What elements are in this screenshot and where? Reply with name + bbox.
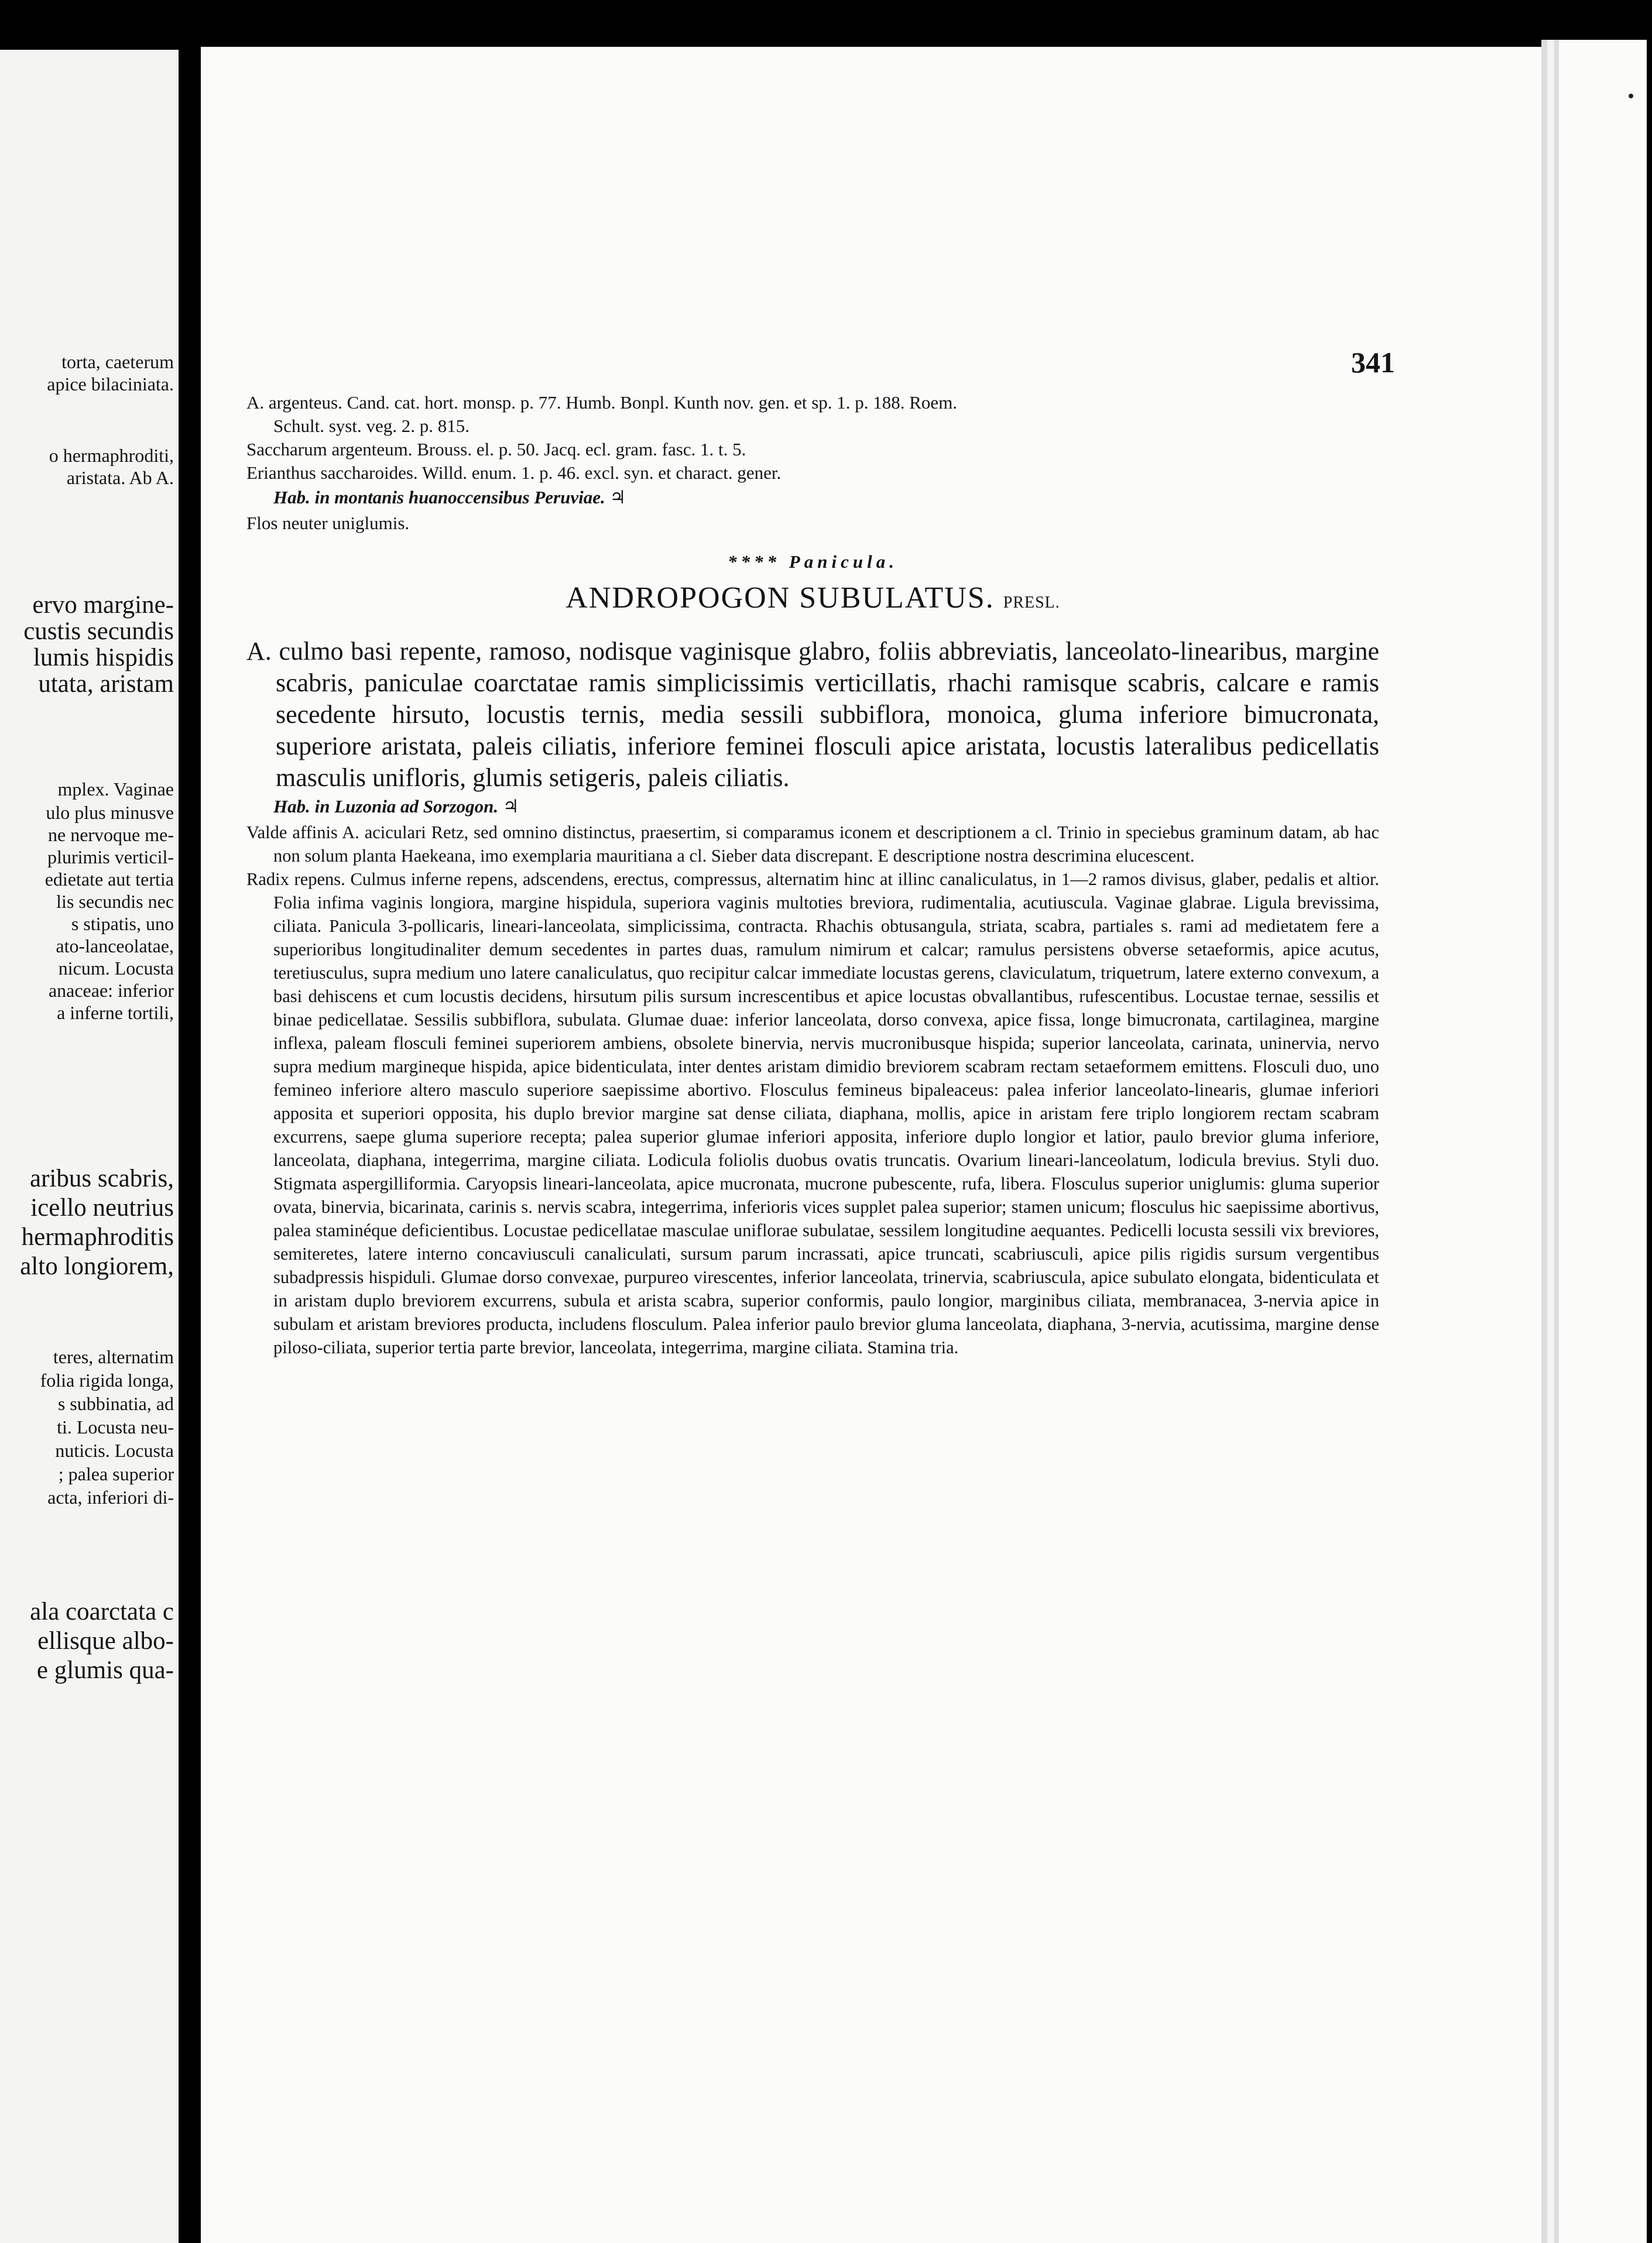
left-page-text-fragment: folia rigida longa, [40, 1370, 174, 1391]
left-page-text-fragment: icello neutrius [30, 1194, 174, 1222]
left-page-text-fragment: a inferne tortili, [57, 1002, 174, 1023]
left-page-text-fragment: utata, aristam [38, 670, 174, 698]
left-page-text-fragment: torta, caeterum [61, 351, 174, 372]
left-page-text-fragment: acta, inferiori di- [47, 1487, 174, 1508]
left-page-text-fragment: ala coarctata c [30, 1598, 174, 1625]
left-page-text-fragment: ; palea superior [58, 1463, 174, 1484]
left-page-text-fragment: mplex. Vaginae [57, 778, 174, 800]
previous-page-fragment [0, 50, 179, 2243]
species-title [246, 581, 1379, 620]
left-page-text-fragment: nuticis. Locusta [55, 1440, 174, 1461]
left-page-text-fragment: ato-lanceolatae, [56, 935, 174, 956]
left-page-text-fragment: anaceae: inferior [48, 980, 174, 1001]
page-content [246, 391, 1379, 1359]
species-name: ANDROPOGON SUBULATUS. [565, 581, 995, 615]
description-paragraph: Radix repens. Culmus inferne repens, adscendens, erectus, compressus, alternatim hinc at illinc canaliculatus, in 1—2 ramos divisus, glaber, pedalis et altior. Folia infima vaginis longiora, margine hispidula, superiora vaginis multoties breviora, rudimentalia, acutiuscula. Vaginae glabrae. Ligula brevissima, ciliata. Panicula 3-pollicaris, lineari-lanceolata, simplicissima, contracta. Rhachis obtusangula, striata, scabra, partiales s. rami ad medietatem fere a superioribus longitudinaliter demum secedentes in partes duas, ramulum nimirum et calcar; ramulus persistens obverse setaeformis, apice acutus, teretiusculus, supra medium uno latere canaliculatus, quo recipitur calcar immediate locustas gerens, claviculatum, triquetrum, latere externo convexum, a basi dehiscens et cum locustis decidens, hirsutum pilis sursum increscentibus et apice locustas obvallantibus, rufescentibus. Locustae ternae, sessilis et binae pedicellatae. Sessilis subbiflora, subulata. Glumae duae: inferior lanceolata, dorso convexa, apice fissa, longe bimucronata, cartilaginea, margine inflexa, paleam flosculi feminei superiorem ambiens, obsolete binervia, nervis mucronibusque hispida; superior lanceolata, carinata, uninervia, nervo supra medium margineque hispida, apice bidenticulata, inter dentes aristam dimidio breviorem scabram rectam setaeformem emittens. Flosculi duo, uno femineo inferiore altero masculo superiore saepissime abortivo. Flosculus femineus bipaleaceus: palea inferior lanceolato-linearis, glumae inferiori apposita et superiori opposita, his duplo brevior margine sat dense ciliata, diaphana, mollis, apice in aristam fere triplo longiorem rectam scabram excurrens, saepe gluma superiore recepta; palea superior glumae inferiori apposita, inferiore duplo longior et latior, paulo brevior gluma inferiore, lanceolata, diaphana, integerrima, margine ciliata. Lodicula foliolis duobus ovatis truncatis. Ovarium lineari-lanceolatum, lodicula brevius. Styli duo. Stigmata aspergilliformia. Caryopsis lineari-lanceolata, apice mucronata, mucrone pubescente, rufa, libera. Flosculus superior uniglumis: gluma superior ovata, binervia, bicarinata, carinis s. nervis scabra, integerrima, inferioris vices supplet palea superior; stamen unicum; flosculus hic saepissime abortivus, palea staminéque deficientibus. Locustae pedicellatae masculae uniflorae subulatae, sessilem longitudine aequantes. Pedicelli locusta sessili vix breviores, semiteretes, latere interno concaviusculi canaliculati, sursum parum incrassati, apice truncati, scabriusculi, apice pilis rigidis sursum vergentibus subadpressis hispiduli. Glumae dorso convexae, purpureo virescentes, inferior lanceolata, trinervia, scabriuscula, apice subulato elongata, bidenticulata et in aristam duplo breviorem excurrens, subula et arista scabra, superior conformis, paulo longior, marginibus ciliata, membranacea, 3-nervia apice in subulam et aristam breviores producta, includens flosculum. Palea inferior paulo brevior gluma lanceolata, diaphana, 3-nervia, acutissima, margine dense piloso-ciliata, superior tertia parte brevior, lanceolata, integerrima, margine ciliata. Stamina tria. [246, 869, 1379, 1357]
left-page-text-fragment: aribus scabris, [30, 1165, 174, 1192]
page-edge [1541, 40, 1647, 2243]
left-page-text-fragment: lumis hispidis [33, 644, 174, 671]
left-page-text-fragment: s stipatis, uno [71, 913, 174, 934]
left-page-text-fragment: ne nervoque me- [47, 824, 174, 845]
left-page-text-fragment: o hermaphroditi, [49, 445, 174, 466]
species-author: PRESL. [1003, 594, 1060, 612]
synonym-line: Flos neuter uniglumis. [246, 513, 410, 533]
left-page-text-fragment: ulo plus minusve [46, 802, 174, 823]
left-page-text-fragment: aristata. Ab A. [66, 467, 174, 488]
left-page-text-fragment: ellisque albo- [37, 1627, 174, 1655]
page-number: 341 [1351, 346, 1395, 379]
left-page-text-fragment: ervo margine- [32, 591, 174, 619]
ink-spot [1629, 94, 1633, 98]
species-diagnosis: A. culmo basi repente, ramoso, nodisque vaginisque glabro, foliis abbreviatis, lanceolato-linearibus, margine scabris, paniculae coarctatae ramis simplicissimis verticillatis, rhachi ramisque scabris, calcare e ramis secedente hirsuto, locustis ternis, media sessili subbiflora, monoica, gluma inferiore bimucronata, superiore aristata, paleis ciliatis, inferiore feminei flosculi apice aristata, locustis lateralibus pedicellatis masculis unifloris, glumis setigeris, paleis ciliatis. [246, 637, 1379, 792]
left-page-text-fragment: apice bilaciniata. [47, 373, 174, 395]
left-page-text-fragment: custis secundis [23, 618, 174, 645]
left-page-text-fragment: nicum. Locusta [58, 958, 174, 979]
synonym-line: A. argenteus. Cand. cat. hort. monsp. p. 77. Humb. Bonpl. Kunth nov. gen. et sp. 1. p. 188. Roem. [246, 392, 958, 413]
section-subheading: **** Panicula. [728, 551, 898, 572]
left-page-text-fragment: alto longiorem, [20, 1253, 174, 1280]
habitat-line: Hab. in Luzonia ad Sorzogon. ♃ [273, 796, 519, 817]
habitat-line: Hab. in montanis huanoccensibus Peruviae. ♃ [273, 487, 626, 507]
left-page-text-fragment: teres, alternatim [53, 1346, 174, 1367]
left-page-text-fragment: s subbinatia, ad [57, 1393, 174, 1414]
left-page-text-fragment: edietate aut tertia [44, 869, 174, 890]
remark-paragraph: Valde affinis A. aciculari Retz, sed omnino distinctus, praesertim, si comparamus iconem et descriptionem a cl. Trinio in speciebus graminum datam, ab hac non solum planta Haekeana, imo exemplaria mauritiana a cl. Sieber data discrepant. E descriptione nostra descrimina elucescent. [246, 822, 1379, 866]
left-page-text-fragment: ti. Locusta neu- [57, 1417, 174, 1438]
left-page-text-fragment: hermaphroditis [21, 1223, 174, 1251]
book-page [201, 47, 1541, 2243]
left-page-text-fragment: plurimis verticil- [47, 846, 174, 867]
synonym-line: Schult. syst. veg. 2. p. 815. [273, 416, 469, 436]
synonym-line: Saccharum argenteum. Brouss. el. p. 50. Jacq. ecl. gram. fasc. 1. t. 5. [246, 439, 746, 459]
synonym-line: Erianthus saccharoides. Willd. enum. 1. p. 46. excl. syn. et charact. gener. [246, 462, 782, 483]
left-page-text-fragment: lis secundis nec [56, 891, 174, 912]
left-page-text-fragment: e glumis qua- [36, 1656, 174, 1684]
